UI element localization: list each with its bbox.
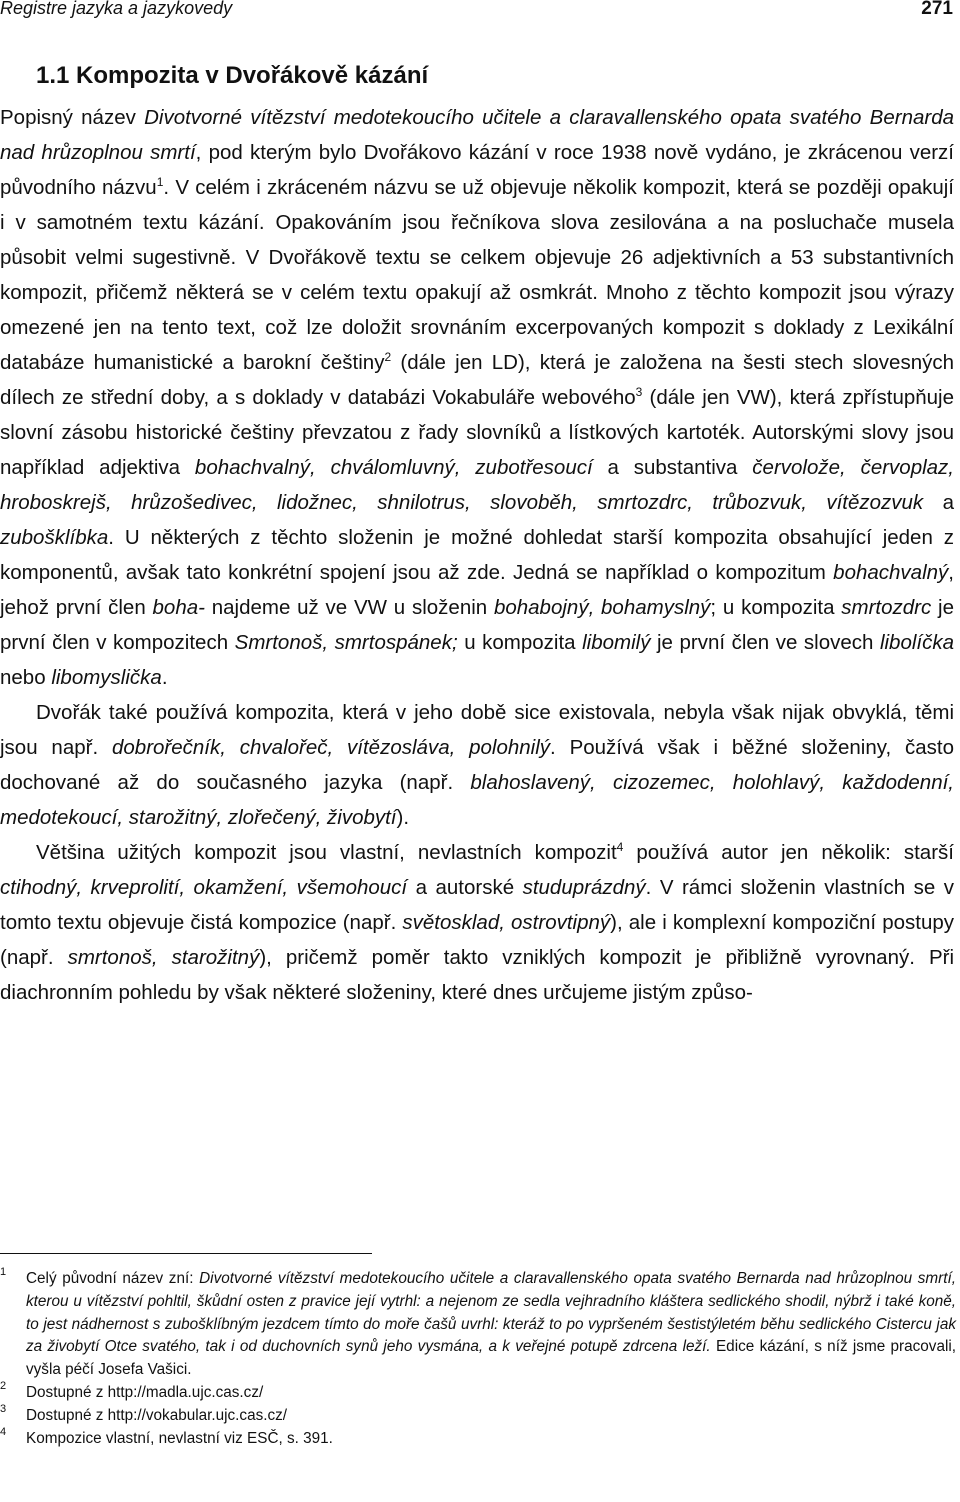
- footnote-number: 1: [0, 1266, 7, 1278]
- footnote: [0, 1268, 956, 1382]
- footnote-number: 3: [0, 1402, 7, 1415]
- italic-term: bohachvalný, chválomluvný, zubotřesoucí: [194, 456, 593, 479]
- footnote-reference: 2: [384, 350, 392, 365]
- text-run: ; u kompozita: [710, 596, 842, 619]
- text-run: používá autor jen několik: starší: [623, 841, 954, 864]
- footnote-reference: 1: [156, 175, 164, 190]
- text-run: Dostupné z http://vokabular.ujc.cas.cz/: [26, 1406, 288, 1424]
- text-run: Kompozice vlastní, nevlastní viz ESČ, s. 391.: [26, 1429, 333, 1447]
- paragraph: [0, 100, 954, 695]
- italic-term: Smrtonoš, smrtospánek;: [234, 631, 458, 654]
- footnotes: [0, 1268, 956, 1450]
- text-run: ), pričemž poměr takto vzniklých kompozit je přibližně vyrovnaný. Při diachronním pohledu by však některé složeniny, které dnes určujeme jistým způso-: [0, 946, 955, 1004]
- text-run: Dvořák také používá kompozita, která v jeho době sice existovala, nebyla však nijak obvyklá, těmi jsou např.: [0, 701, 954, 759]
- footnote-text: [26, 1270, 956, 1378]
- text-run: , pod kterým bylo Dvořákovo kázání v roce 1938 nově vydáno, je zkrácenou verzí původního názvu: [0, 141, 954, 199]
- italic-term: libomyslička: [51, 666, 162, 689]
- italic-term: ctihodný, krveprolití, okamžení, všemohoucí: [0, 876, 408, 899]
- text-run: (dále jen VW), která zpřístupňuje slovní zásobu historické češtiny převzatou z řady slovníků a lístkových kartoték. Autorskými slovy jsou například adjektiva: [0, 386, 955, 479]
- text-run: nebo: [0, 666, 52, 689]
- section-heading: 1.1 Kompozita v Dvořákově kázání: [36, 62, 429, 89]
- text-run: Většina užitých kompozit jsou vlastní, nevlastních kompozit: [36, 841, 617, 864]
- footnote: [0, 1425, 956, 1451]
- italic-term: zubošklíbka: [0, 526, 109, 549]
- text-run: najdeme už ve VW u složenin: [204, 596, 494, 619]
- text-run: Dostupné z http://madla.ujc.cas.cz/: [26, 1383, 264, 1401]
- text-run: ).: [396, 806, 410, 829]
- text-run: a substantiva: [592, 456, 753, 479]
- italic-term: Divotvorné vítězství medotekoucího učitele a claravallenského opata svatého Bernarda nad hrůzoplnou smrtí: [0, 106, 955, 164]
- text-run: . Používá však i běžné složeniny, často dochované až do současného jazyka (např.: [0, 736, 954, 794]
- text-run: . V celém i zkráceném názvu se už objevuje několik kompozit, která se později opakují i v samotném textu kázání. Opakováním jsou řečníkova slova zesilována a na posluchače musela působit velmi sugestivně. V Dvořákově textu se celkem objevuje 26 adjektivních a 53 substantivních kompozit, přičemž některá se v celém textu opakují až osmkrát. Mnoho z těchto kompozit jsou výrazy omezené jen na tento text, což lze doložit srovnáním excerpovaných kompozit s doklady z Lexikální databáze humanistické a barokní češtiny: [0, 176, 954, 374]
- footnote-number: 4: [0, 1425, 7, 1438]
- italic-term: smrtonoš, starožitný: [67, 946, 260, 969]
- footnote-text: [26, 1407, 287, 1424]
- text-run: a autorské: [407, 876, 523, 899]
- page-number: 271: [921, 0, 953, 19]
- text-run: , jehož první člen: [0, 561, 954, 619]
- text-run: Edice kázání, s níž jsme pracovali, vyšla péčí Josefa Vašici.: [26, 1338, 956, 1379]
- italic-term: studuprázdný: [522, 876, 646, 899]
- italic-term: bohabojný, bohamyslný: [493, 596, 711, 619]
- text-run: u kompozita: [457, 631, 583, 654]
- italic-term: bohachvalný: [833, 561, 949, 584]
- footnote-text: [26, 1384, 263, 1401]
- footnote: [0, 1379, 956, 1405]
- main-text: [0, 100, 954, 1010]
- text-run: Celý původní název zní:: [26, 1270, 200, 1287]
- footnote-number: 2: [0, 1379, 7, 1392]
- italic-term: blahoslavený, cizozemec, holohlavý, každodenní, medotekoucí, starožitný, zlořečený, živobytí: [0, 771, 954, 829]
- italic-term: libomilý: [582, 631, 651, 654]
- running-header-title: Registre jazyka a jazykovedy: [0, 0, 233, 18]
- italic-term: smrtozdrc: [841, 596, 932, 619]
- italic-term: červolože, červoplaz, hroboskrejš, hrůzošedivec, lidožnec, shnilotrus, slovoběh, smrtozdrc, trůbozvuk, vítězozvuk: [0, 456, 954, 514]
- footnote: [0, 1402, 956, 1428]
- text-run: je první člen ve slovech: [650, 631, 880, 654]
- text-run: je první člen v kompozitech: [0, 596, 954, 654]
- paragraph: [0, 835, 954, 1010]
- italic-term: dobrořečník, chvalořeč, vítězosláva, polohnilý: [112, 736, 551, 759]
- italic-term: boha-: [152, 596, 205, 619]
- text-run: . V rámci složenin vlastních se v tomto textu objevuje čistá kompozice (např.: [0, 876, 954, 934]
- italic-term: libolíčka: [879, 631, 955, 654]
- footnote-separator: [0, 1253, 372, 1254]
- italic-term: světosklad, ostrovtipný: [402, 911, 611, 934]
- text-run: . U některých z těchto složenin je možné dohledat starší kompozita obsahující jeden z komponentů, avšak tato konkrétní spojení jsou až zde. Jedná se například o kompozitum: [0, 526, 954, 584]
- italic-term: Divotvorné vítězství medotekoucího učitele a claravallenského opata svatého Bernarda nad hrůzoplnou smrtí, kterou u vítězství pohltil, škůdní osten z pravice její vytrhl: a nejenom ze sedla vejhradního kláštera sedlického shodil, nýbrž i také koně, to jest nádhernost s zubošklíbným jezdcem tímto do moře čašů uvrhl: kteráž to po vypršeném šestistýletém běhu sedlického Cistercu jak za živobytí Otce svatého, tak i od duchovních synů jeho vysmána, a k veřejné potupě zdrcena leží.: [26, 1270, 957, 1356]
- footnote-reference: 4: [616, 840, 624, 855]
- text-run: (dále jen LD), která je založena na šesti stech slovesných dílech ze střední doby, a s doklady v databázi Vokabuláře webového: [0, 351, 954, 409]
- paragraph: [0, 695, 954, 835]
- footnote-reference: 3: [635, 385, 643, 400]
- text-run: a: [923, 491, 954, 514]
- text-run: Popisný název: [0, 106, 145, 129]
- text-run: .: [161, 666, 168, 689]
- text-run: ), ale i komplexní kompoziční postupy (např.: [0, 911, 954, 969]
- footnote-text: [26, 1430, 333, 1447]
